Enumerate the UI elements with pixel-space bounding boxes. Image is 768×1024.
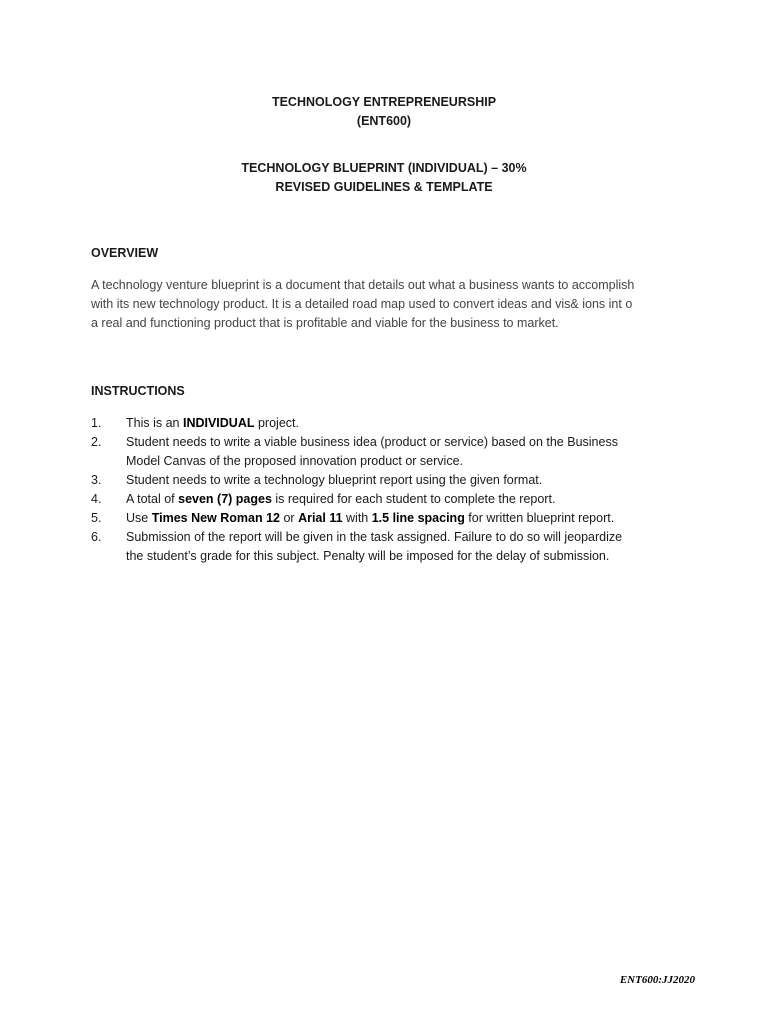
overview-line: a real and functioning product that is profitable and viable for the business to market. [91,316,559,330]
list-item [91,509,697,528]
overview-heading: OVERVIEW [91,246,159,260]
list-item-number: 2. [91,435,102,449]
list-item-number: 6. [91,530,102,544]
bold-run: Arial 11 [298,511,343,525]
text-run: project. [254,416,299,430]
bold-run: 1.5 line spacing [371,511,465,525]
overview-line: A technology venture blueprint is a document that details out what a business wants to accomplish [91,278,635,292]
text-run: with [342,511,372,525]
list-item-text: Student needs to write a technology blueprint report using the given format. [126,473,543,487]
text-run: Use [126,511,152,525]
course-title-block [0,93,768,131]
text-run: This is an [126,416,183,430]
bold-run: seven (7) pages [178,492,272,506]
assignment-title-block [0,159,768,197]
list-item-text [126,414,697,433]
bold-run: Times New Roman 12 [151,511,280,525]
list-item-number: 5. [91,511,102,525]
instructions-heading: INSTRUCTIONS [91,384,185,398]
footer-document-code: ENT600:JJ2020 [619,974,695,986]
text-line: Submission of the report will be given in the task assigned. Failure to do so will jeopardize [126,530,623,544]
list-item-text [126,509,697,528]
list-item [91,433,697,471]
list-item [91,490,697,509]
list-item [91,414,697,433]
list-item-text [126,528,697,566]
course-code: (ENT600) [356,114,412,128]
text-line: Model Canvas of the proposed innovation product or service. [126,454,463,468]
assignment-subtitle: REVISED GUIDELINES & TEMPLATE [275,180,493,194]
text-run: is required for each student to complete the report. [271,492,556,506]
list-item-number: 1. [91,416,102,430]
list-item-text [126,490,697,509]
course-name: TECHNOLOGY ENTREPRENEURSHIP [271,95,497,109]
text-run: for written blueprint report. [464,511,615,525]
list-item-number: 4. [91,492,102,506]
list-item-number: 3. [91,473,102,487]
assignment-title: TECHNOLOGY BLUEPRINT (INDIVIDUAL) – 30% [241,161,527,175]
text-line: the student’s grade for this subject. Penalty will be imposed for the delay of submission. [126,549,610,563]
list-item [91,471,697,490]
overview-line: with its new technology product. It is a detailed road map used to convert ideas and vis& ions int o [91,297,633,311]
text-line: Student needs to write a viable business idea (product or service) based on the Business [126,435,618,449]
text-run: or [280,511,299,525]
bold-run: INDIVIDUAL [182,416,255,430]
list-item-text [126,433,697,471]
overview-paragraph [91,276,697,333]
instructions-list [91,414,697,566]
text-run: A total of [126,492,179,506]
list-item [91,528,697,566]
